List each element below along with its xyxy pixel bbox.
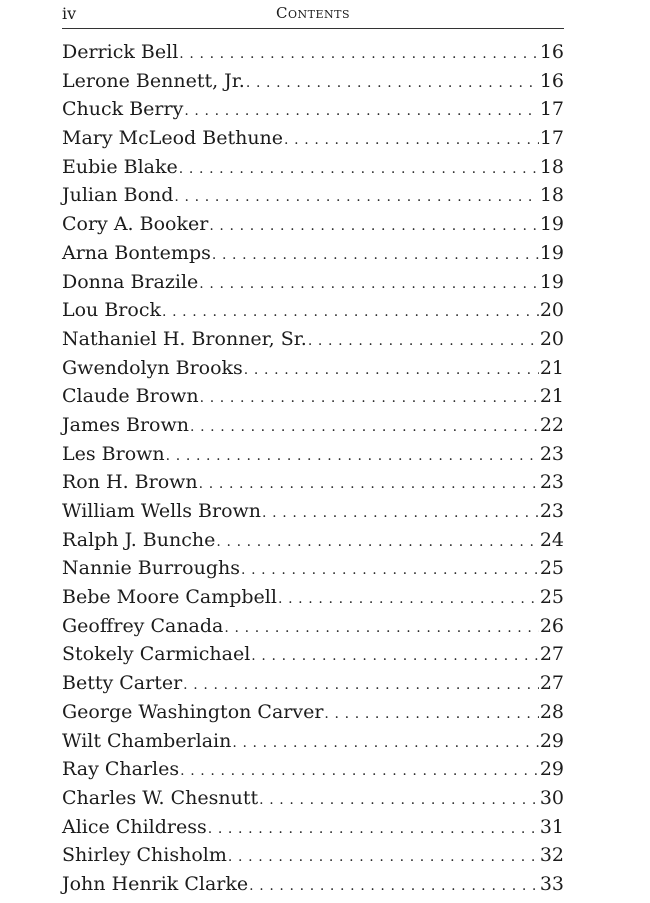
toc-entry-name: Lerone Bennett, Jr.	[62, 69, 245, 92]
toc-entry-name: Claude Brown	[62, 385, 199, 408]
dot-leader	[308, 327, 539, 356]
toc-entry[interactable]	[62, 784, 564, 813]
toc-entry[interactable]	[62, 813, 564, 842]
toc-entry-page: 30	[539, 786, 564, 809]
toc-entry-page: 22	[539, 413, 564, 436]
toc-entry-page: 28	[539, 700, 564, 723]
dot-leader	[249, 872, 539, 901]
toc-entry-name: Nathaniel H. Bronner, Sr.	[62, 327, 307, 350]
toc-entry-page: 20	[539, 327, 564, 350]
toc-entry-page: 23	[539, 471, 564, 494]
toc-entry-page: 33	[539, 872, 564, 895]
dot-leader	[199, 470, 539, 499]
toc-entry-name: Bebe Moore Campbell	[62, 586, 277, 609]
dot-leader	[166, 442, 539, 471]
toc-entry[interactable]	[62, 268, 564, 297]
toc-entry-name: Mary McLeod Bethune	[62, 127, 284, 150]
toc-entry-name: Stokely Carmichael	[62, 643, 251, 666]
toc-entry-page: 27	[539, 672, 564, 695]
toc-entry-name: John Henrik Clarke	[62, 872, 249, 895]
toc-entry[interactable]	[62, 554, 564, 583]
toc-entry-name: Betty Carter	[62, 672, 183, 695]
dot-leader	[324, 700, 538, 729]
toc-entry-page: 29	[539, 758, 564, 781]
toc-entry-name: Les Brown	[62, 442, 165, 465]
toc-entry[interactable]	[62, 67, 564, 96]
toc-entry[interactable]	[62, 325, 564, 354]
table-of-contents	[62, 38, 564, 899]
toc-entry-name: Chuck Berry	[62, 98, 184, 121]
dot-leader	[180, 757, 539, 786]
toc-entry[interactable]	[62, 296, 564, 325]
toc-entry-name: Eubie Blake	[62, 155, 178, 178]
toc-entry-page: 26	[539, 614, 564, 637]
toc-entry-page: 21	[539, 356, 564, 379]
toc-entry[interactable]	[62, 497, 564, 526]
toc-entry-page: 31	[539, 815, 564, 838]
toc-entry-page: 19	[539, 270, 564, 293]
page-number: iv	[62, 4, 77, 23]
toc-entry[interactable]	[62, 727, 564, 756]
toc-entry-page: 19	[539, 213, 564, 236]
toc-entry-name: William Wells Brown	[62, 500, 262, 522]
dot-leader	[216, 528, 538, 557]
toc-entry[interactable]	[62, 124, 564, 153]
toc-entry-page: 20	[539, 299, 564, 322]
toc-entry-page: 23	[539, 442, 564, 465]
toc-entry-page: 21	[539, 385, 564, 408]
toc-entry[interactable]	[62, 181, 564, 210]
dot-leader	[284, 126, 539, 155]
dot-leader	[174, 183, 538, 212]
toc-entry[interactable]	[62, 382, 564, 411]
dot-leader	[190, 413, 539, 442]
toc-entry[interactable]	[62, 95, 564, 124]
toc-entry-name: Ron H. Brown	[62, 471, 198, 494]
toc-entry[interactable]	[62, 698, 564, 727]
toc-entry-name: Nannie Burroughs	[62, 557, 240, 580]
toc-entry[interactable]	[62, 755, 564, 784]
dot-leader	[179, 40, 539, 69]
dot-leader	[200, 384, 539, 413]
dot-leader	[241, 556, 539, 585]
dot-leader	[199, 270, 539, 299]
toc-entry[interactable]	[62, 440, 564, 469]
dot-leader	[224, 614, 538, 643]
toc-entry-page: 32	[539, 844, 564, 867]
dot-leader	[179, 155, 539, 184]
toc-entry-page: 19	[539, 241, 564, 264]
dot-leader	[244, 356, 539, 385]
toc-entry-page: 18	[539, 184, 564, 207]
toc-entry-page: 17	[539, 127, 564, 150]
dot-leader	[208, 815, 539, 844]
toc-entry[interactable]	[62, 669, 564, 698]
toc-entry-name: Lou Brock	[62, 299, 161, 322]
toc-entry-name: Ray Charles	[62, 758, 180, 781]
toc-entry-page: 17	[539, 98, 564, 121]
toc-entry-page: 24	[539, 528, 564, 551]
toc-entry-name: James Brown	[62, 413, 189, 436]
dot-leader	[246, 69, 539, 98]
dot-leader	[262, 499, 539, 528]
dot-leader	[162, 298, 539, 327]
dot-leader	[259, 786, 539, 815]
toc-entry[interactable]	[62, 354, 564, 383]
toc-entry-name: Cory A. Booker	[62, 213, 209, 236]
toc-entry-name: Alice Childress	[62, 815, 207, 838]
toc-entry-name: Arna Bontemps	[62, 241, 211, 264]
toc-entry-name: Derrick Bell	[62, 41, 179, 63]
dot-leader	[184, 97, 539, 126]
dot-leader	[232, 729, 538, 758]
toc-entry-name: Shirley Chisholm	[62, 844, 227, 867]
toc-entry-name: Ralph J. Bunche	[62, 528, 216, 551]
toc-entry-page: 18	[539, 155, 564, 178]
toc-entry[interactable]	[62, 526, 564, 555]
dot-leader	[212, 241, 539, 270]
page-title: Contents	[276, 4, 350, 22]
toc-entry-name: Wilt Chamberlain	[62, 729, 232, 752]
toc-entry-name: Geoffrey Canada	[62, 614, 224, 637]
toc-entry-page: 25	[539, 557, 564, 580]
toc-entry[interactable]	[62, 870, 564, 899]
toc-entry[interactable]	[62, 640, 564, 669]
toc-entry-page: 27	[539, 643, 564, 666]
toc-entry-name: Charles W. Chesnutt	[62, 786, 259, 809]
toc-entry-name: Julian Bond	[62, 184, 174, 207]
toc-entry-page: 29	[539, 729, 564, 752]
toc-entry-name: Donna Brazile	[62, 270, 199, 293]
running-header	[62, 0, 564, 29]
toc-entry[interactable]	[62, 239, 564, 268]
toc-entry[interactable]	[62, 210, 564, 239]
toc-entry-page: 16	[539, 69, 564, 92]
toc-entry[interactable]	[62, 38, 564, 67]
dot-leader	[278, 585, 539, 614]
toc-entry[interactable]	[62, 841, 564, 870]
toc-entry-page: 25	[539, 586, 564, 609]
toc-entry[interactable]	[62, 411, 564, 440]
toc-entry-page: 23	[539, 500, 564, 522]
toc-entry[interactable]	[62, 612, 564, 641]
toc-entry[interactable]	[62, 468, 564, 497]
dot-leader	[228, 843, 539, 872]
toc-entry-name: George Washington Carver	[62, 700, 324, 723]
toc-entry[interactable]	[62, 583, 564, 612]
dot-leader	[183, 671, 539, 700]
dot-leader	[251, 642, 539, 671]
toc-entry-name: Gwendolyn Brooks	[62, 356, 243, 379]
toc-entry[interactable]	[62, 153, 564, 182]
dot-leader	[209, 212, 538, 241]
toc-entry-page: 16	[539, 41, 564, 63]
